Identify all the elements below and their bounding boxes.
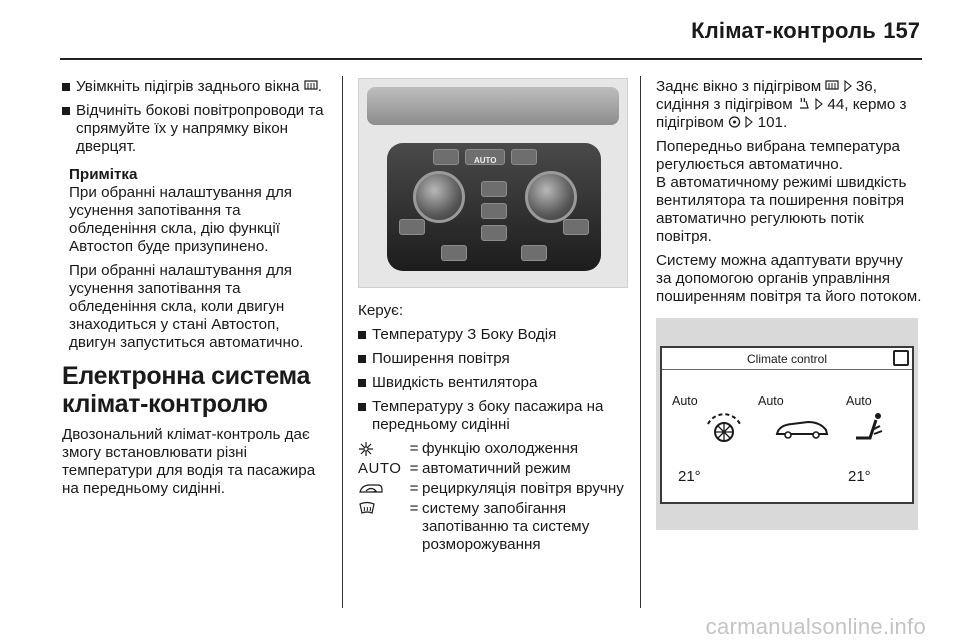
page-header [0, 0, 960, 62]
panel-button [481, 181, 507, 197]
page-reference-icon [844, 80, 852, 92]
panel-button [441, 245, 467, 261]
equals-sign: = [409, 440, 419, 457]
settings-icon [893, 350, 909, 366]
panel-button [399, 219, 425, 235]
column-divider-1 [342, 76, 343, 608]
seat-heating-icon [797, 97, 811, 110]
auto-label-fan: Auto [672, 394, 698, 408]
seat-airflow-icon [852, 410, 886, 444]
page-title: Клімат-контроль [691, 18, 876, 43]
equals-sign: = [409, 500, 419, 517]
column-2 [358, 78, 628, 556]
bullet-vents [62, 102, 330, 156]
panel-button [433, 149, 459, 165]
equals-sign: = [409, 460, 419, 477]
fan-icon [704, 410, 744, 446]
bullet-text: Швидкість вентилятора [372, 374, 538, 391]
preset-temperature-paragraph: Попередньо вибрана температура регулюється автоматично. [656, 138, 900, 173]
panel-button [511, 149, 537, 165]
definition-text: функцію охолодження [422, 440, 579, 457]
definition-row [358, 500, 628, 554]
bullet-fan-speed [358, 374, 628, 392]
note-title: Примітка [69, 166, 138, 183]
text-part: 44, кермо з підігрівом [656, 96, 907, 131]
text-part: 36, сидіння з підігрівом [656, 78, 877, 113]
auto-mode-paragraph: В автоматичному режимі швидкість вентилятора та поширення повітря автоматично регулюють потік повітря. [656, 174, 907, 245]
passenger-temperature: 21° [848, 468, 871, 485]
equals-sign: = [409, 480, 419, 497]
driver-temperature: 21° [678, 468, 701, 485]
column-3 [656, 78, 922, 530]
heated-features-paragraph [656, 78, 922, 132]
header-divider [60, 58, 922, 60]
manual-adapt-paragraph: Систему можна адаптувати вручну за допомогою органів управління поширенням повітря та його потоком. [656, 252, 922, 305]
text-part: Заднє вікно з підігрівом [656, 78, 826, 95]
bullet-air-distribution [358, 350, 628, 368]
panel-button [563, 219, 589, 235]
defrost-icon [358, 501, 376, 517]
bullet-passenger-temp [358, 398, 628, 434]
column-1 [62, 78, 330, 504]
climate-control-panel-photo [358, 78, 628, 288]
rear-window-heating-icon [304, 80, 318, 92]
auto-label-seat: Auto [846, 394, 872, 408]
symbol-definitions [358, 440, 628, 554]
column-divider-2 [640, 76, 641, 608]
definition-text: автоматичний режим [422, 460, 571, 477]
page-number: 157 [883, 18, 920, 43]
steering-wheel-heating-icon [728, 115, 741, 128]
definition-text: систему запобігання запотіванню та систему розморожування [422, 500, 590, 553]
rear-window-heating-icon [825, 80, 839, 92]
auto-symbol: AUTO [358, 460, 402, 477]
definition-text: рециркуляція повітря вручну [422, 480, 624, 497]
definition-row [358, 460, 628, 478]
auto-button-label: AUTO [474, 156, 497, 165]
controls-intro: Керує: [358, 302, 404, 319]
display-title [662, 348, 912, 370]
panel-button [481, 225, 507, 241]
climate-display-illustration [656, 318, 918, 530]
panel-button [521, 245, 547, 261]
bullet-driver-temp [358, 326, 628, 344]
bullet-text: Поширення повітря [372, 350, 510, 367]
passenger-temperature-knob [525, 171, 577, 223]
note-paragraph: При обранні налаштування для усунення запотівання та обледеніння скла, коли двигун знаходиться у стані Автостоп, двигун запуститься автоматично. [69, 262, 304, 351]
definition-row [358, 480, 628, 498]
bullet-text: Відчиніть бокові повітропроводи та спрямуйте їх у напрямку вікон дверцят. [76, 102, 324, 155]
text-part: 101. [753, 114, 788, 131]
section-paragraph: Двозональний клімат-контроль дає змогу встановлювати різні температури для водія та пасажира на передньому сидінні. [62, 426, 316, 497]
vent-bezel [367, 87, 619, 125]
recirculation-icon [358, 482, 384, 496]
bullet-text: Увімкніть підігрів заднього вікна [76, 78, 304, 95]
bullet-text: Температуру з боку пасажира на передньому сидінні [372, 398, 604, 433]
definition-row [358, 440, 628, 458]
bullet-text: Температуру З Боку Водія [372, 326, 557, 343]
snowflake-icon [358, 441, 374, 457]
bullet-rear-window: Увімкніть підігрів заднього вікна . [62, 78, 330, 96]
watermark: carmanualsonline.info [705, 614, 926, 639]
car-air-distribution-icon [774, 416, 830, 440]
climate-display-screen [660, 346, 914, 504]
section-title: Електронна система клімат-контролю [62, 362, 311, 418]
note-paragraph: При обранні налаштування для усунення запотівання та обледеніння скла, дію функції Автостоп буде призупинено. [69, 184, 293, 255]
page-reference-icon [815, 98, 823, 110]
auto-label-distribution: Auto [758, 394, 784, 408]
display-title-text: Climate control [746, 352, 828, 366]
panel-button [481, 203, 507, 219]
driver-temperature-knob [413, 171, 465, 223]
